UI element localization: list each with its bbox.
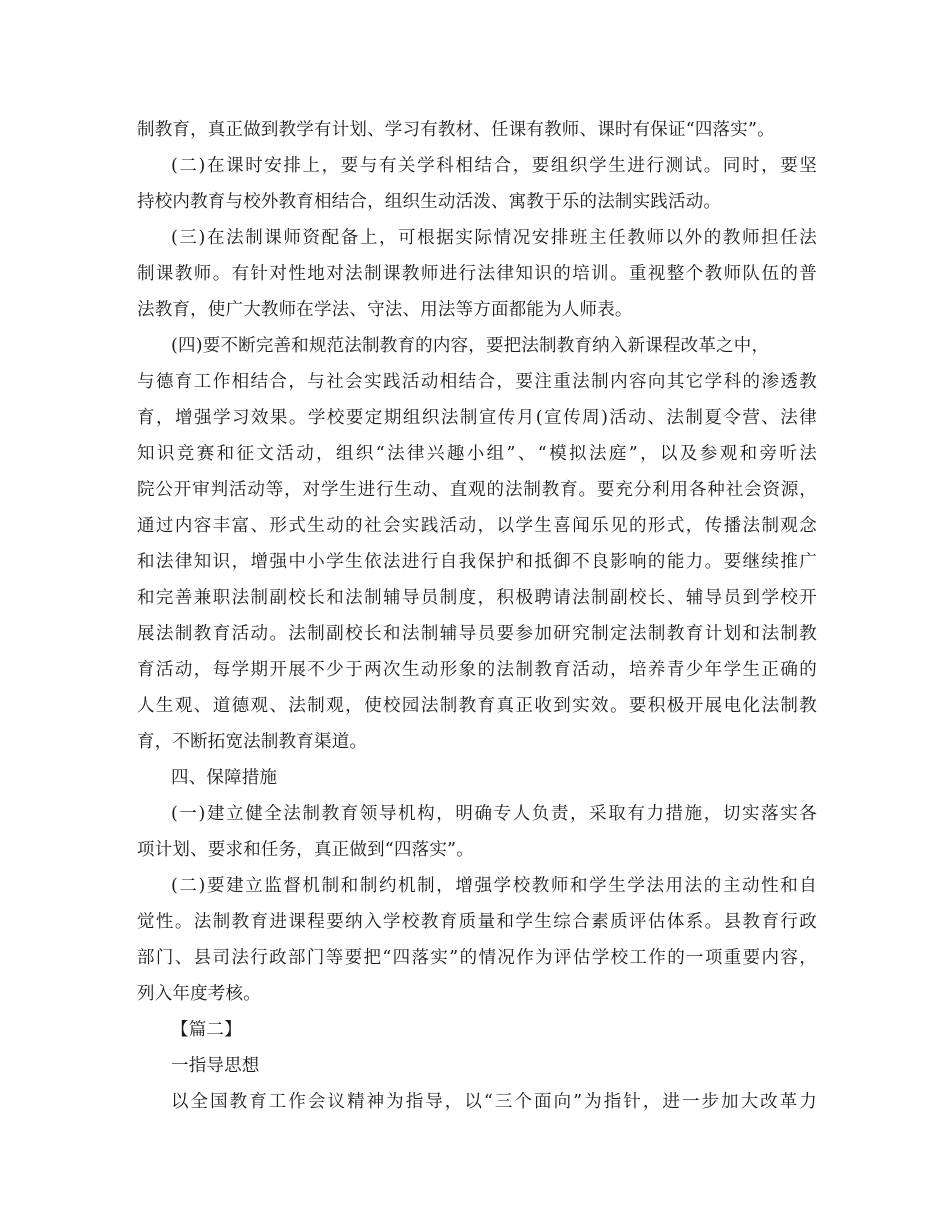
text-line: (二)要建立监督机制和制约机制，增强学校教师和学生学法用法的主动性和自 [171, 876, 817, 896]
text-line: 制课教师。有针对性地对法制课教师进行法律知识的培训。重视整个教师队伍的普 [137, 264, 817, 284]
text-line: (三)在法制课师资配备上，可根据实际情况安排班主任教师以外的教师担任法 [171, 228, 817, 248]
text-line: (四)要不断完善和规范法制教育的内容，要把法制教育纳入新课程改革之中， [171, 336, 770, 356]
text-line: 制教育，真正做到教学有计划、学习有教材、任课有教师、课时有保证“四落实”。 [137, 120, 775, 140]
text-line: 法教育，使广大教师在学法、守法、用法等方面都能为人师表。 [137, 300, 633, 320]
text-line: 与德育工作相结合，与社会实践活动相结合，要注重法制内容向其它学科的渗透教 [137, 372, 817, 392]
text-line: 育，不断拓宽法制教育渠道。 [137, 732, 368, 752]
text-line: 一指导思想 [171, 1056, 260, 1076]
body-text [137, 112, 817, 1120]
text-line: 育，增强学习效果。学校要定期组织法制宣传月(宣传周)活动、法制夏令营、法律 [137, 408, 817, 428]
text-line: (一)建立健全法制教育领导机构，明确专人负责，采取有力措施，切实落实各 [171, 804, 817, 824]
text-line: 项计划、要求和任务，真正做到“四落实”。 [137, 840, 474, 860]
text-line: (二)在课时安排上，要与有关学科相结合，要组织学生进行测试。同时，要坚 [171, 156, 817, 176]
text-line: 【篇二】 [171, 1020, 242, 1040]
text-line: 部门、县司法行政部门等要把“四落实”的情况作为评估学校工作的一项重要内容， [137, 948, 817, 968]
text-line: 知识竞赛和征文活动，组织“法律兴趣小组”、“模拟法庭”，以及参观和旁听法 [137, 444, 817, 464]
text-line: 院公开审判活动等，对学生进行生动、直观的法制教育。要充分利用各种社会资源， [137, 480, 817, 500]
text-line: 通过内容丰富、形式生动的社会实践活动，以学生喜闻乐见的形式，传播法制观念 [137, 516, 817, 536]
text-line: 展法制教育活动。法制副校长和法制辅导员要参加研究制定法制教育计划和法制教 [137, 624, 817, 644]
text-line: 和法律知识，增强中小学生依法进行自我保护和抵御不良影响的能力。要继续推广 [137, 552, 817, 572]
text-line: 列入年度考核。 [137, 984, 261, 1004]
text-line: 和完善兼职法制副校长和法制辅导员制度，积极聘请法制副校长、辅导员到学校开 [137, 588, 817, 608]
text-line: 持校内教育与校外教育相结合，组织生动活泼、寓教于乐的法制实践活动。 [137, 192, 722, 212]
text-line: 育活动，每学期开展不少于两次生动形象的法制教育活动，培养青少年学生正确的 [137, 660, 817, 680]
text-line: 人生观、道德观、法制观，使校园法制教育真正收到实效。要积极开展电化法制教 [137, 696, 817, 716]
text-line: 觉性。法制教育进课程要纳入学校教育质量和学生综合素质评估体系。县教育行政 [137, 912, 817, 932]
text-line: 以全国教育工作会议精神为指导，以“三个面向”为指针，进一步加大改革力 [171, 1092, 817, 1112]
text-line: 四、保障措施 [171, 768, 278, 788]
